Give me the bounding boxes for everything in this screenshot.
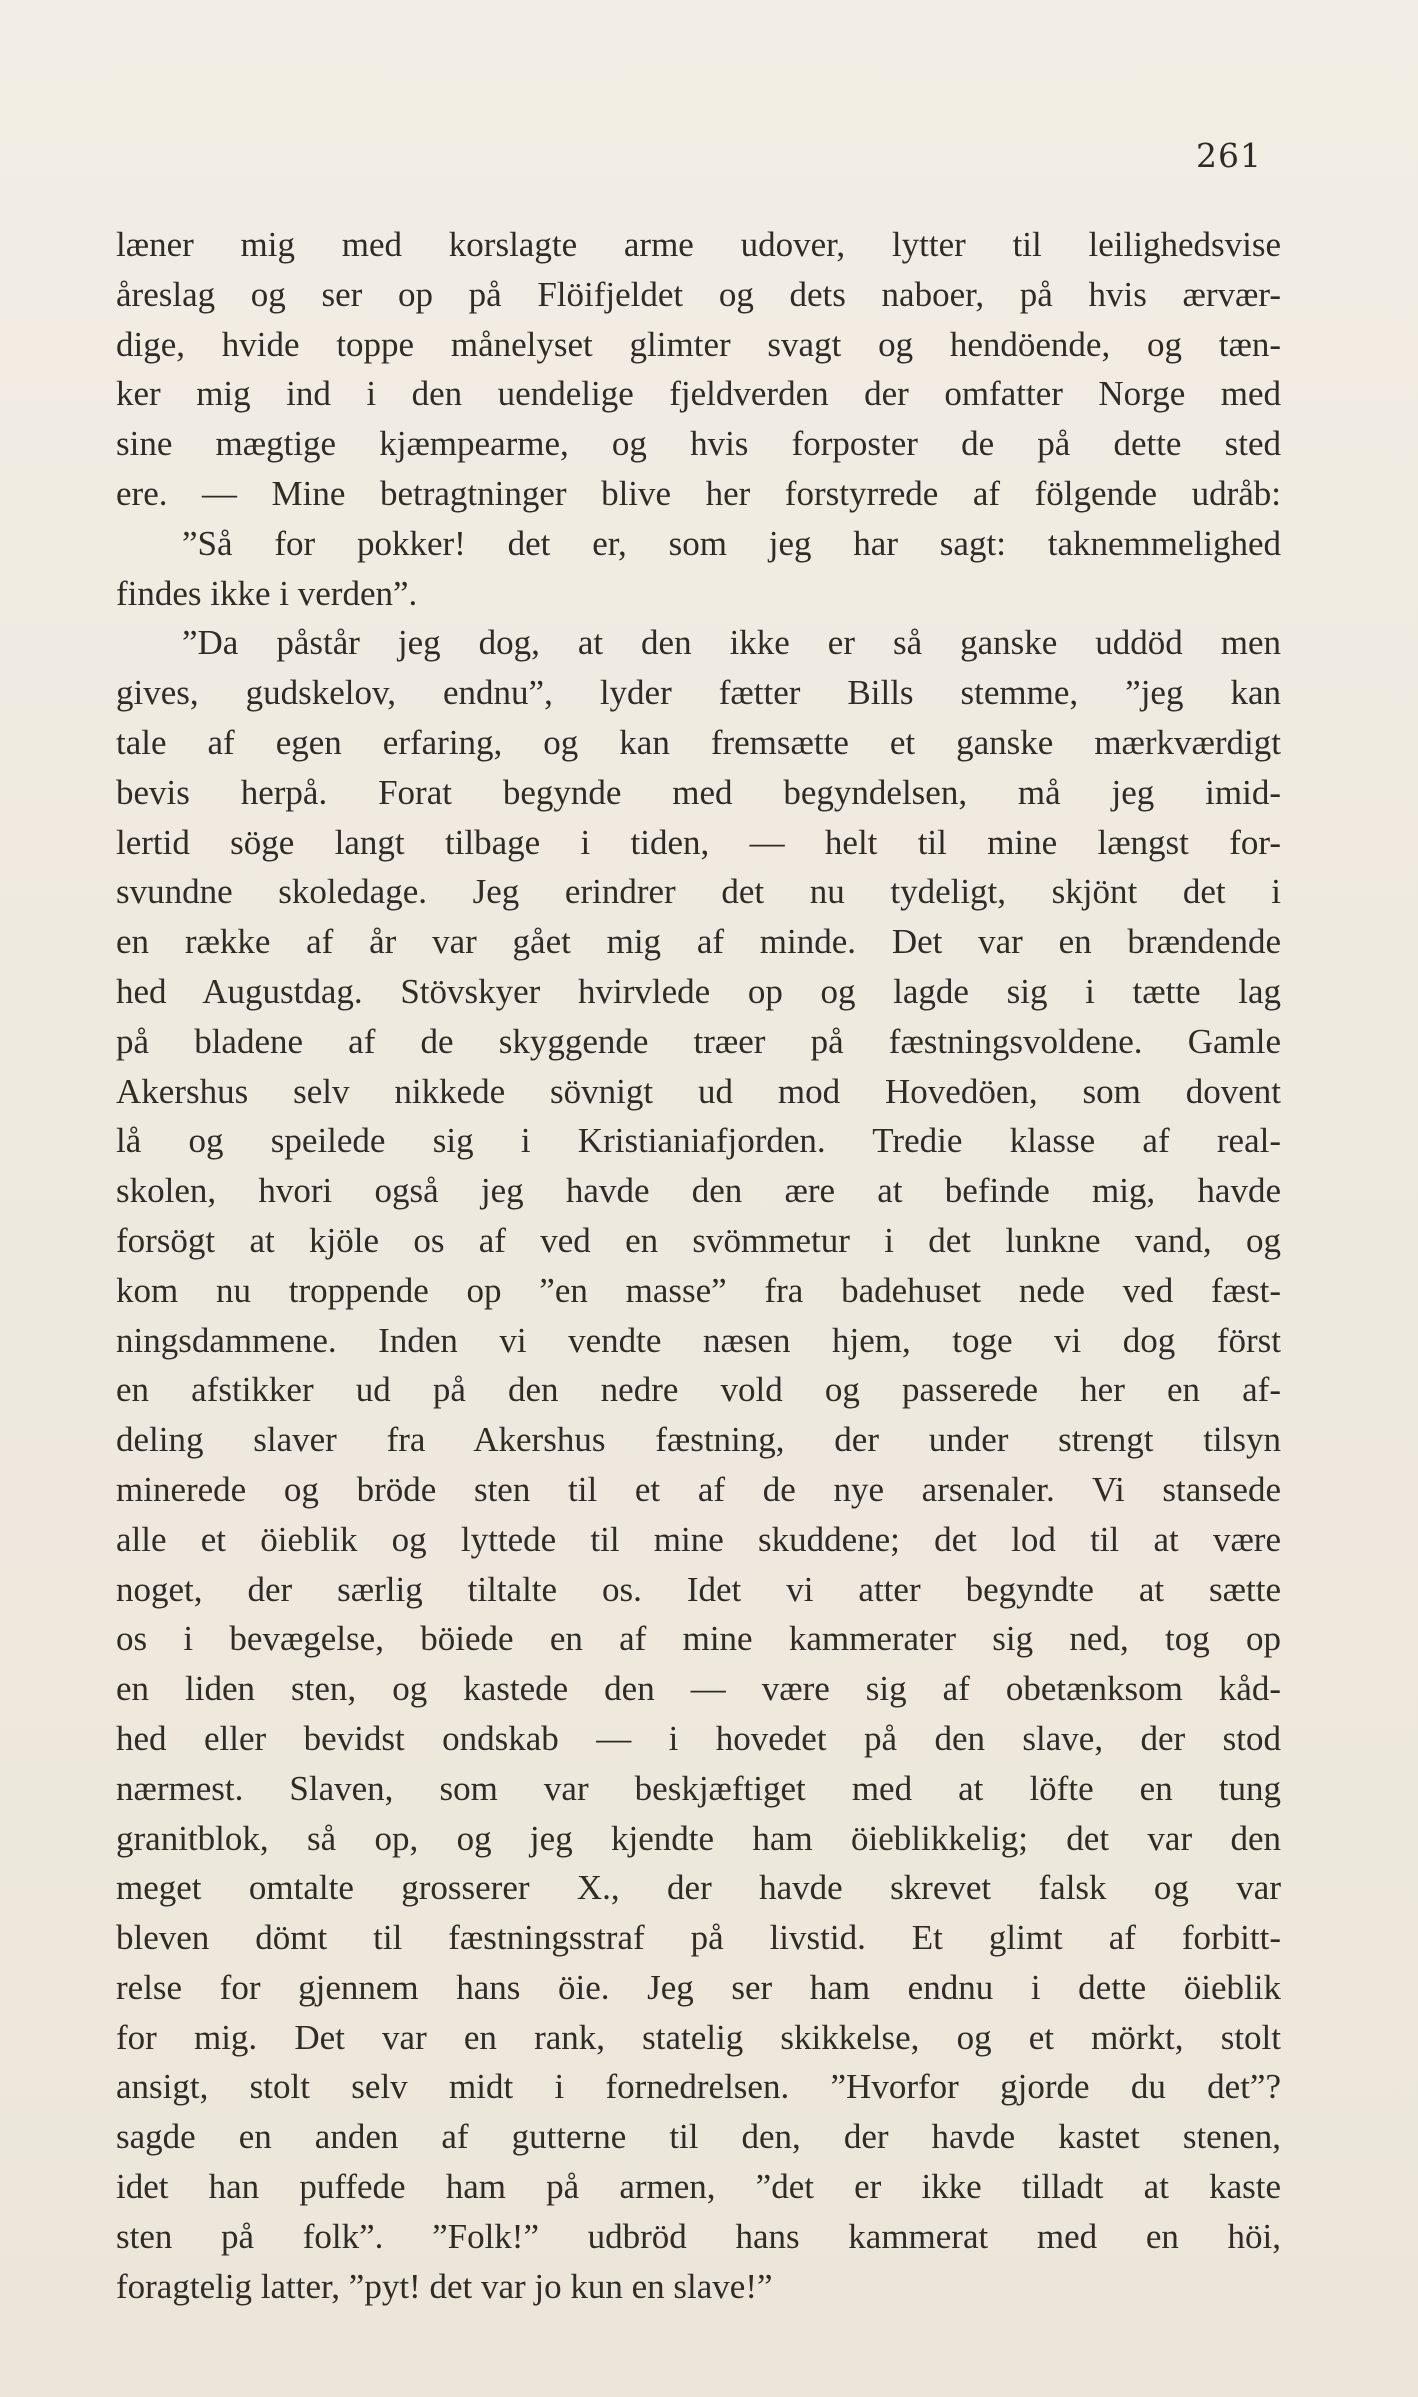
text-line: ningsdammene. Inden vi vendte næsen hjem, toge vi dog först xyxy=(116,1320,1281,1360)
text-line: ker mig ind i den uendelige fjeldverden der omfatter Norge med xyxy=(116,374,1281,414)
text-line: sagde en anden af gutterne til den, der havde kastet stenen, xyxy=(116,2117,1281,2157)
text-line: granitblok, så op, og jeg kjendte ham öieblikkelig; det var den xyxy=(116,1818,1281,1858)
text-line: en række af år var gået mig af minde. Det var en brændende xyxy=(116,922,1281,962)
text-line: relse for gjennem hans öie. Jeg ser ham endnu i dette öieblik xyxy=(116,1967,1281,2007)
text-line: minerede og bröde sten til et af de nye arsenaler. Vi stansede xyxy=(116,1469,1281,1509)
text-line: svundne skoledage. Jeg erindrer det nu tydeligt, skjönt det i xyxy=(116,872,1281,912)
text-line: nærmest. Slaven, som var beskjæftiget med at löfte en tung xyxy=(116,1768,1281,1808)
text-line: forsögt at kjöle os af ved en svömmetur i det lunkne vand, og xyxy=(116,1220,1281,1260)
text-line: deling slaver fra Akershus fæstning, der under strengt tilsyn xyxy=(116,1420,1281,1460)
text-line: idet han puffede ham på armen, ”det er ikke tilladt at kaste xyxy=(116,2167,1281,2207)
text-line: alle et öieblik og lyttede til mine skuddene; det lod til at være xyxy=(116,1519,1281,1559)
text-line: lå og speilede sig i Kristianiafjorden. Tredie klasse af real- xyxy=(116,1121,1281,1161)
text-line: for mig. Det var en rank, statelig skikkelse, og et mörkt, stolt xyxy=(116,2017,1281,2057)
text-line: læner mig med korslagte arme udover, lytter til leilighedsvise xyxy=(116,225,1281,264)
text-line: en liden sten, og kastede den — være sig af obetænksom kåd- xyxy=(116,1669,1281,1709)
text-line: gives, gudskelov, endnu”, lyder fætter Bills stemme, ”jeg kan xyxy=(116,673,1281,713)
text-line: sine mægtige kjæmpearme, og hvis forposter de på dette sted xyxy=(116,424,1281,464)
text-line: meget omtalte grosserer X., der havde skrevet falsk og var xyxy=(116,1868,1281,1908)
text-line: ere. — Mine betragtninger blive her forstyrrede af fölgende udråb: xyxy=(116,473,1281,513)
text-line: sten på folk”. ”Folk!” udbröd hans kammerat med en höi, xyxy=(116,2216,1281,2256)
text-line: åreslag og ser op på Flöifjeldet og dets naboer, på hvis ærvær- xyxy=(116,274,1281,314)
text-line: hed Augustdag. Stövskyer hvirvlede op og lagde sig i tætte lag xyxy=(116,971,1281,1011)
text-line: noget, der særlig tiltalte os. Idet vi atter begyndte at sætte xyxy=(116,1569,1281,1609)
text-line: findes ikke i verden”. xyxy=(116,573,418,613)
text-line: dige, hvide toppe månelyset glimter svagt og hendöende, og tæn- xyxy=(116,324,1281,364)
body-text xyxy=(116,220,1281,2311)
text-line: på bladene af de skyggende træer på fæstningsvoldene. Gamle xyxy=(116,1021,1281,1061)
text-line: foragtelig latter, ”pyt! det var jo kun en slave!” xyxy=(116,2266,773,2306)
text-line: ansigt, stolt selv midt i fornedrelsen. ”Hvorfor gjorde du det”? xyxy=(116,2067,1281,2107)
text-line: os i bevægelse, böiede en af mine kammerater sig ned, tog op xyxy=(116,1619,1281,1659)
text-line: ”Så for pokker! det er, som jeg har sagt: taknemmelighed xyxy=(182,523,1281,563)
text-line: tale af egen erfaring, og kan fremsætte et ganske mærkværdigt xyxy=(116,722,1281,762)
text-line: lertid söge langt tilbage i tiden, — helt til mine længst for- xyxy=(116,822,1281,862)
page-number: 261 xyxy=(1196,136,1262,175)
text-line: hed eller bevidst ondskab — i hovedet på den slave, der stod xyxy=(116,1718,1281,1758)
text-line: kom nu troppende op ”en masse” fra badehuset nede ved fæst- xyxy=(116,1270,1281,1310)
text-line: bevis herpå. Forat begynde med begyndelsen, må jeg imid- xyxy=(116,772,1281,812)
text-line: bleven dömt til fæstningsstraf på livstid. Et glimt af forbitt- xyxy=(116,1918,1281,1958)
text-line: Akershus selv nikkede sövnigt ud mod Hovedöen, som dovent xyxy=(116,1071,1281,1111)
text-line: ”Da påstår jeg dog, at den ikke er så ganske uddöd men xyxy=(182,623,1281,663)
text-line: en afstikker ud på den nedre vold og passerede her en af- xyxy=(116,1370,1281,1410)
text-line: skolen, hvori også jeg havde den ære at befinde mig, havde xyxy=(116,1171,1281,1211)
